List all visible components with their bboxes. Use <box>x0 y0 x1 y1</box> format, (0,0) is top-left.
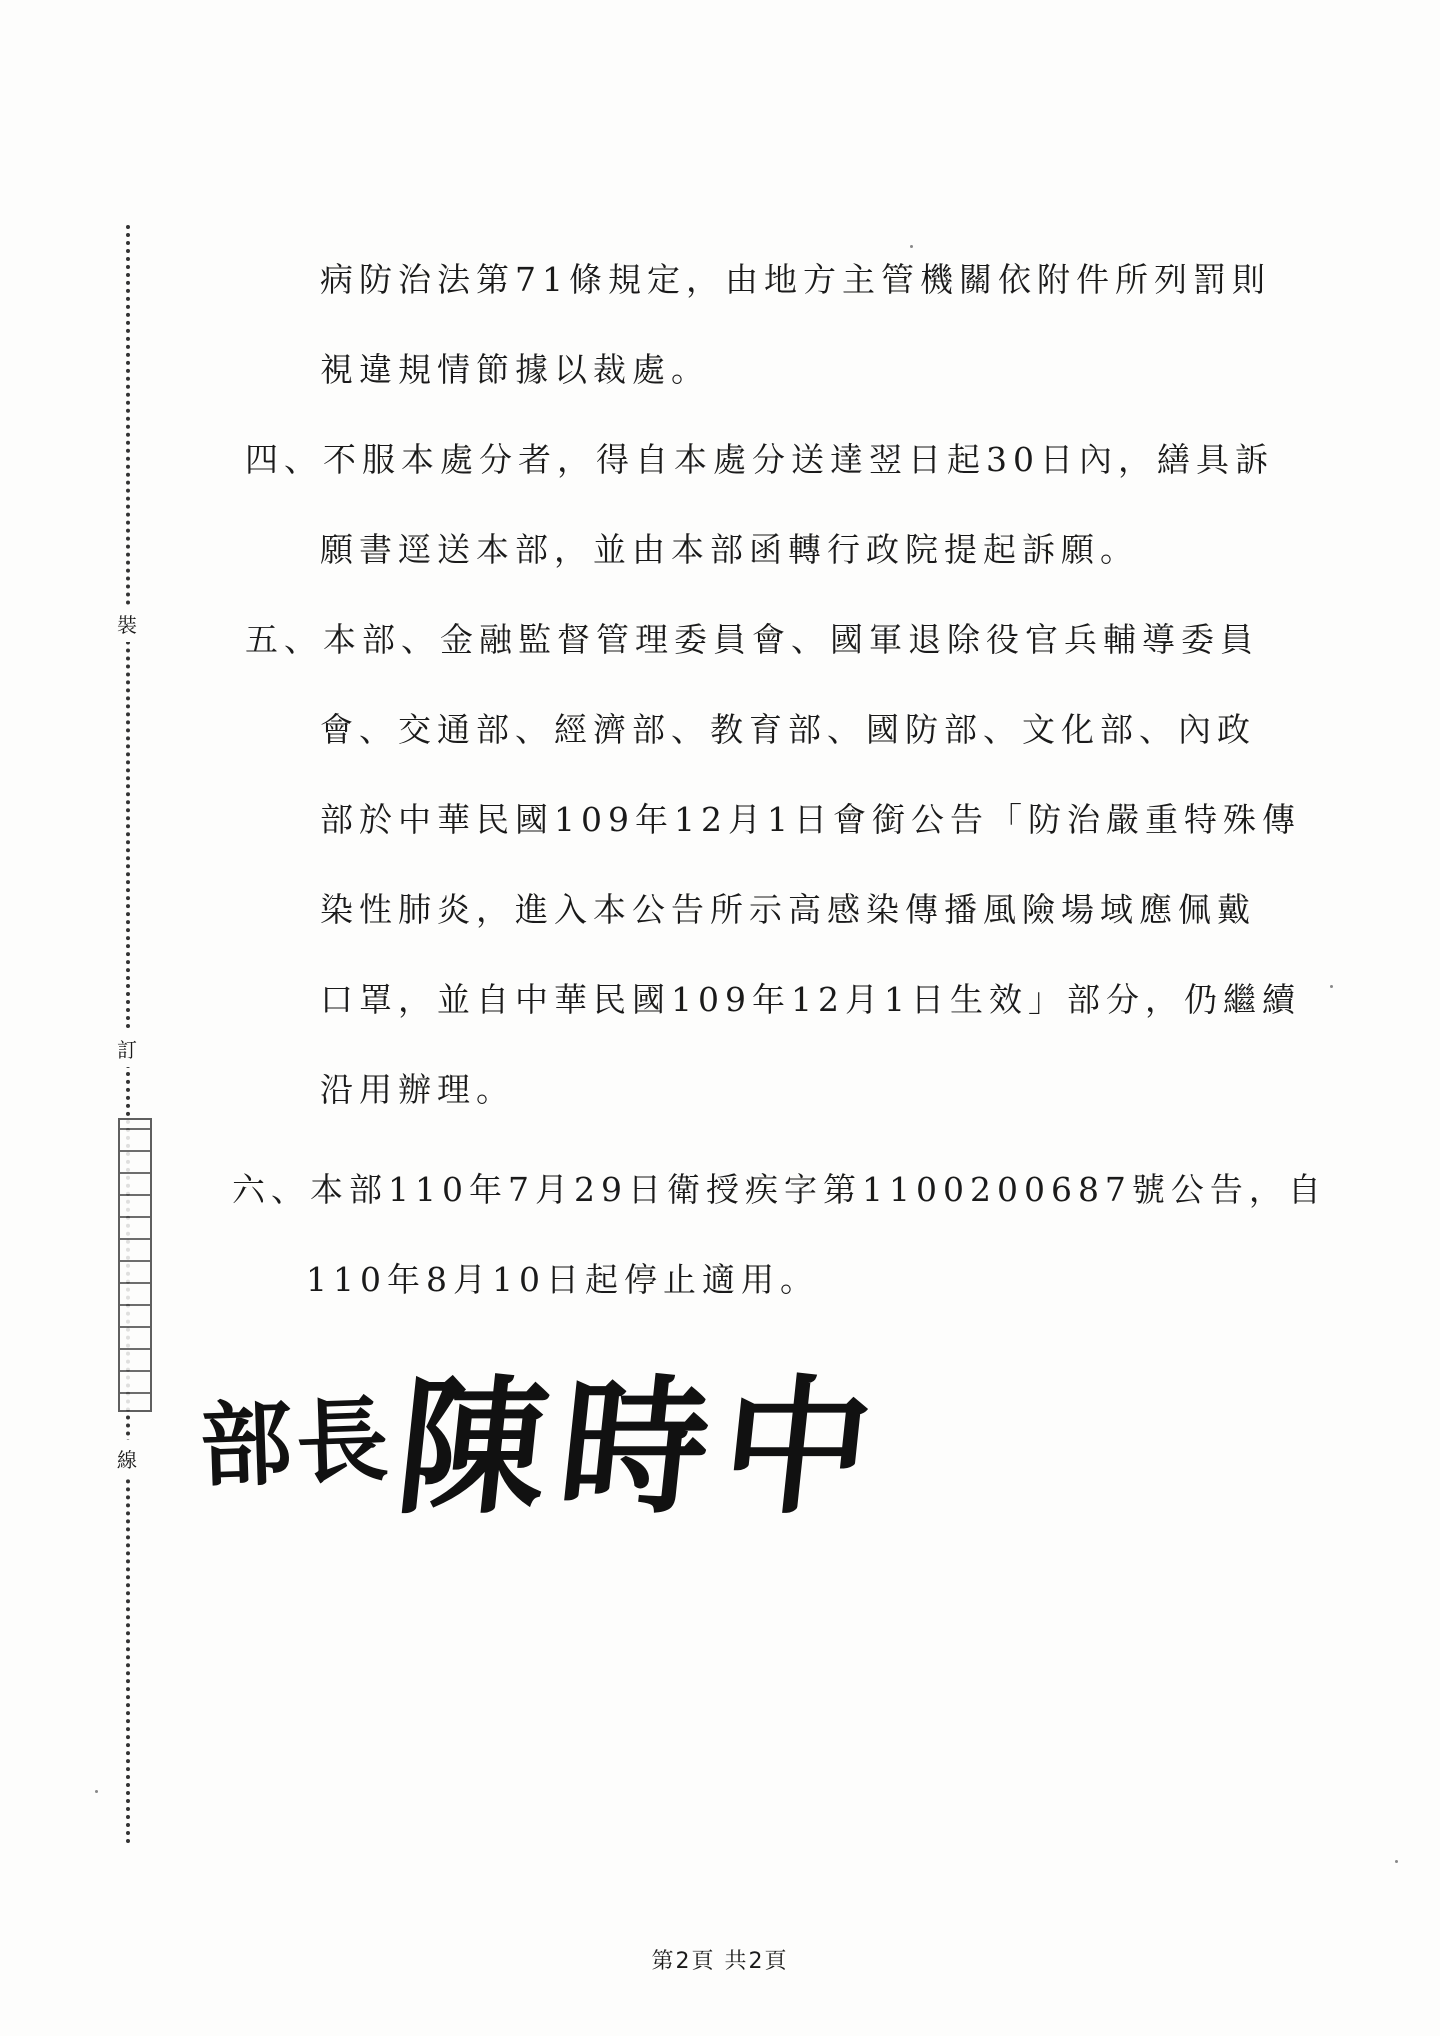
body-line-8: 染性肺炎，進入本公告所示高感染傳播風險場域應佩戴 <box>320 890 1256 929</box>
scan-speck <box>910 245 913 248</box>
body-line-2: 視違規情節據以裁處。 <box>320 350 710 389</box>
body-line-4: 願書逕送本部，並由本部函轉行政院提起訴願。 <box>320 530 1139 569</box>
scan-speck <box>1330 985 1333 988</box>
binding-mark-bind: 裝 <box>112 605 142 642</box>
body-line-12: 110年8月10日起停止適用。 <box>306 1260 819 1299</box>
signature-name: 陳時中 <box>389 1360 894 1534</box>
binding-mark-staple: 訂 <box>112 1030 142 1067</box>
body-line-1: 病防治法第71條規定，由地方主管機關依附件所列罰則 <box>320 260 1271 299</box>
signature-title: 部長 <box>198 1385 395 1501</box>
signature-block <box>198 1330 900 1534</box>
body-line-6: 會、交通部、經濟部、教育部、國防部、文化部、內政 <box>320 710 1256 749</box>
body-line-11: 六、本部110年7月29日衛授疾字第1100200687號公告，自 <box>232 1170 1327 1209</box>
body-line-3: 四、不服本處分者，得自本處分送達翌日起30日內，繕具訴 <box>245 440 1274 479</box>
page-number-footer: 第2頁 共2頁 <box>651 1949 789 1974</box>
body-line-10: 沿用辦理。 <box>320 1070 515 1109</box>
scan-speck <box>1395 1860 1398 1863</box>
scan-speck <box>95 1790 98 1793</box>
body-line-7: 部於中華民國109年12月1日會銜公告「防治嚴重特殊傳 <box>320 800 1301 839</box>
binding-mark-line: 線 <box>112 1440 142 1477</box>
margin-stamp-strip <box>118 1118 152 1412</box>
body-line-9: 口罩，並自中華民國109年12月1日生效」部分，仍繼續 <box>320 980 1301 1019</box>
body-line-5: 五、本部、金融監督管理委員會、國軍退除役官兵輔導委員 <box>245 620 1259 659</box>
